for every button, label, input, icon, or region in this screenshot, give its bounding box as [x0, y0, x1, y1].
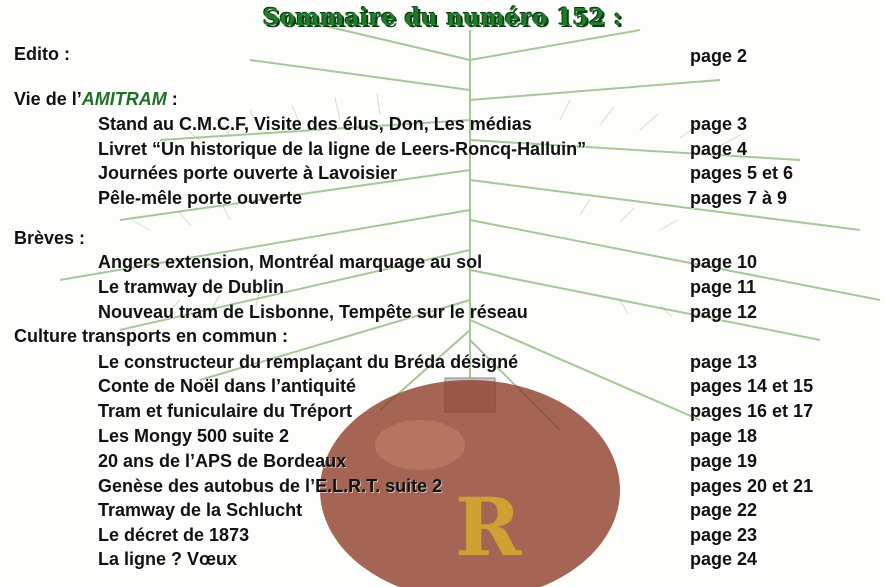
- svg-text:R: R: [455, 480, 522, 574]
- toc-item-page: pages 7 à 9: [690, 188, 788, 208]
- toc-item-title: 20 ans de l’APS de Bordeaux: [98, 451, 347, 471]
- toc-item-title: Les Mongy 500 suite 2: [98, 426, 290, 446]
- toc-item-title: Tram et funiculaire du Tréport: [98, 401, 353, 421]
- toc-item-page: page 19: [690, 451, 758, 471]
- toc-item-page: page 12: [690, 302, 758, 322]
- toc-item-page: page 4: [690, 139, 748, 159]
- toc-item-page: page 11: [690, 277, 757, 297]
- toc-item-title: La ligne ? Vœux: [98, 549, 238, 569]
- toc-item-title: Journées porte ouverte à Lavoisier: [98, 163, 398, 183]
- toc-item-page: page 23: [690, 525, 758, 545]
- section-breves: Brèves :: [14, 228, 86, 248]
- toc-item-page: page 3: [690, 114, 748, 134]
- section-amitram: [14, 89, 178, 110]
- toc-item-title: Livret “Un historique de la ligne de Leers-Roncq-Halluin”: [98, 139, 587, 159]
- toc-item-page: page 10: [690, 252, 758, 272]
- toc-item-title: Le décret de 1873: [98, 525, 250, 545]
- section-edito: Edito :: [14, 44, 70, 64]
- toc-item-page: pages 20 et 21: [690, 476, 814, 496]
- section-culture: Culture transports en commun :: [14, 326, 289, 346]
- toc-item-page: pages 14 et 15: [690, 376, 814, 396]
- toc-item-title: Genèse des autobus de l’E.L.R.T. suite 2: [98, 476, 443, 496]
- toc-item-title: Tramway de la Schlucht: [98, 500, 303, 520]
- toc-item-page: pages 5 et 6: [690, 163, 794, 183]
- page-title: Sommaire du numéro 152 :: [262, 4, 623, 31]
- toc-item-page: page 22: [690, 500, 758, 520]
- amitram-brand: AMITRAM: [81, 89, 167, 109]
- amitram-prefix: Vie de l’: [14, 89, 82, 109]
- toc-item-title: Stand au C.M.C.F, Visite des élus, Don, Les médias: [98, 114, 532, 134]
- page-ref-edito: page 2: [690, 46, 748, 66]
- toc-item-title: Angers extension, Montréal marquage au sol: [98, 252, 483, 272]
- toc-item-title: Nouveau tram de Lisbonne, Tempête sur le réseau: [98, 302, 528, 322]
- toc-item-page: page 18: [690, 426, 758, 446]
- amitram-suffix: :: [166, 89, 178, 109]
- toc-item-page: pages 16 et 17: [690, 401, 814, 421]
- toc-item-page: page 13: [690, 352, 758, 372]
- toc-item-page: page 24: [690, 549, 758, 569]
- toc-item-title: Pêle-mêle porte ouverte: [98, 188, 303, 208]
- toc-item-title: Le tramway de Dublin: [98, 277, 285, 297]
- toc-item-title: Le constructeur du remplaçant du Bréda désigné: [98, 352, 519, 372]
- toc-item-title: Conte de Noël dans l’antiquité: [98, 376, 357, 396]
